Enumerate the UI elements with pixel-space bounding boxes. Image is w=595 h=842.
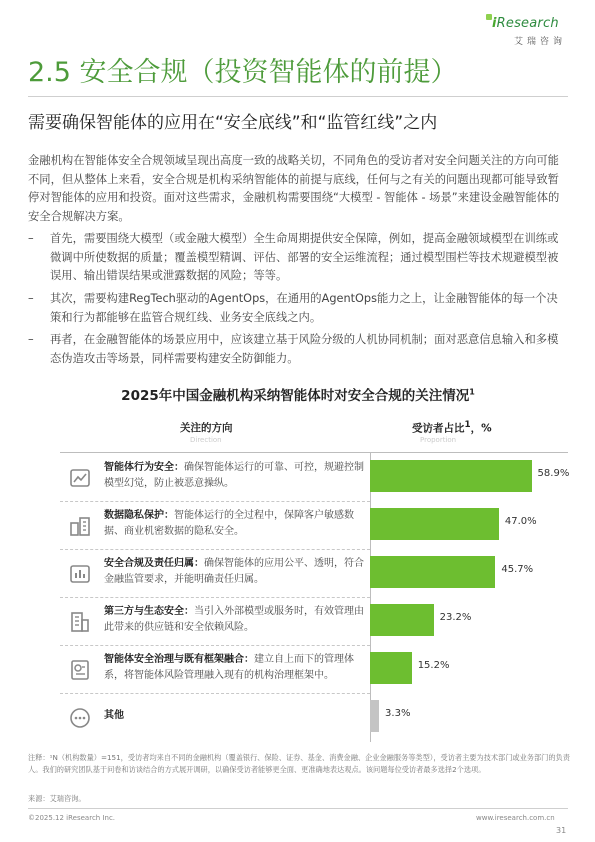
chart-row bbox=[60, 646, 568, 694]
chart-row bbox=[60, 694, 568, 742]
more-icon bbox=[68, 706, 92, 730]
chart-bar bbox=[370, 508, 499, 540]
intro-paragraph: 金融机构在智能体安全合规领域呈现出高度一致的战略关切，不同角色的受访者对安全问题关注的方向可能不同，但从整体上来看，安全合规是机构采纳智能体的前提与底线，任何与之有关的问题出现都可能导致暂停对智能体的应用和投资。面对这些需求，金融机构需要围绕“大模型 - 智能体 - 场景”来建设金融智能体的安全合规解决方案。 bbox=[28, 154, 560, 223]
bullet-item bbox=[28, 331, 568, 368]
chart-bar bbox=[370, 604, 434, 636]
iresearch-logo bbox=[478, 16, 578, 56]
header-share: 受访者占比$^1$，% bbox=[412, 420, 492, 435]
bar-value-label: 58.9% bbox=[537, 468, 570, 479]
row-description bbox=[104, 652, 366, 684]
bullet-text: 首先，需要围绕大模型（或金融大模型）全生命周期提供安全保障，例如，提高金融领域模型在训练或微调中所使数据的质量；覆盖模型精调、评估、部署的安全运维流程；通过模型围栏等技术规避模型被误用、输出错误结果或泄露数据的风险；等等。 bbox=[50, 232, 559, 283]
chart-row bbox=[60, 550, 568, 598]
chart-row bbox=[60, 598, 568, 646]
page-subtitle: 需要确保智能体的应用在“安全底线”和“监管红线”之内 bbox=[28, 113, 438, 133]
row-description bbox=[104, 604, 366, 636]
chart-bar bbox=[370, 460, 532, 492]
buildings-icon bbox=[68, 514, 92, 538]
row-detail: 建立自上而下的管理体系，将智能体风险管理融入现有的机构治理框架中。 bbox=[104, 654, 354, 681]
building-icon bbox=[68, 610, 92, 634]
header-share-en: Proportion bbox=[420, 436, 457, 444]
row-description bbox=[104, 508, 366, 540]
notes: 注释：¹N（机构数量）=151，受访者均来自不同的金融机构（覆盖银行、保险、证券、基金、消费金融、企业金融服务等类型），受访者主要为技术部门或业务部门的负责人。我们的研究团队基于问卷和访谈结合的方式展开调研，以确保受访者能够更全面、更准确地表达观点。该问题每位受访者最多选择2个选项。 bbox=[28, 753, 570, 774]
row-label: 安全合规及责任归属： bbox=[104, 558, 204, 569]
row-detail: 确保智能体的应用公平、透明，符合金融监管要求，并能明确责任归属。 bbox=[104, 558, 364, 585]
header-direction-en: Direction bbox=[190, 436, 222, 444]
page-title: 2.5 安全合规（投资智能体的前提） bbox=[28, 57, 458, 88]
chart-bar bbox=[370, 652, 412, 684]
bullet-dash: – bbox=[28, 292, 34, 305]
row-label: 数据隐私保护： bbox=[104, 510, 174, 521]
row-description bbox=[104, 556, 366, 588]
row-label: 智能体行为安全： bbox=[104, 462, 184, 473]
trend-chart-icon bbox=[68, 466, 92, 490]
bar-chart-icon bbox=[68, 562, 92, 586]
bullet-item bbox=[28, 230, 568, 286]
bar-value-label: 45.7% bbox=[501, 564, 534, 575]
bullet-dash: – bbox=[28, 333, 34, 346]
chart-row bbox=[60, 454, 568, 502]
chart-header-row bbox=[60, 412, 568, 453]
row-label: 其他 bbox=[104, 710, 124, 721]
row-detail: 智能体运行的全过程中，保障客户敏感数据、商业机密数据的隐私安全。 bbox=[104, 510, 354, 537]
bullet-dash: – bbox=[28, 232, 34, 245]
chart-bar bbox=[370, 700, 379, 732]
bar-value-label: 3.3% bbox=[385, 708, 411, 719]
row-detail: 确保智能体运行的可靠、可控，规避控制模型幻觉，防止被恶意操纵。 bbox=[104, 462, 364, 489]
chart-row bbox=[60, 502, 568, 550]
bullet-text: 其次，需要构建RegTech驱动的AgentOps，在通用的AgentOps能力之上，让金融智能体的每一个决策和行为都能够在监管合规红线、业务安全底线之内。 bbox=[50, 292, 558, 324]
website: www.iresearch.com.cn bbox=[476, 814, 555, 822]
bar-value-label: 47.0% bbox=[504, 516, 537, 527]
row-description bbox=[104, 708, 366, 724]
bullet-text: 再者，在金融智能体的场景应用中，应该建立基于风险分级的人机协同机制；面对恶意信息输入和多模态伪造攻击等场景，同样需要构建安全防御能力。 bbox=[50, 333, 559, 365]
bar-value-label: 15.2% bbox=[417, 660, 450, 671]
page-number: 31 bbox=[556, 826, 567, 835]
row-label: 第三方与生态安全： bbox=[104, 606, 194, 617]
copyright: ©2025.12 iResearch Inc. bbox=[28, 814, 116, 822]
report-icon bbox=[68, 658, 92, 682]
row-detail: 当引入外部模型或服务时，有效管理由此带来的供应链和安全依赖风险。 bbox=[104, 606, 364, 633]
header-direction: 关注的方向 bbox=[180, 422, 233, 434]
bullet-item bbox=[28, 290, 568, 327]
chart-title: 2025年中国金融机构采纳智能体时对安全合规的关注情况$^1$ bbox=[121, 387, 475, 404]
source: 来源：艾瑞咨询。 bbox=[28, 794, 86, 803]
logo-subtitle: 艾瑞咨询 bbox=[514, 37, 567, 47]
title-divider bbox=[28, 96, 568, 97]
footer-divider bbox=[28, 808, 568, 809]
row-description bbox=[104, 460, 366, 492]
bar-value-label: 23.2% bbox=[439, 612, 472, 623]
logo-brand: iResearch bbox=[492, 16, 559, 31]
chart-bar bbox=[370, 556, 495, 588]
row-label: 智能体安全治理与既有框架融合： bbox=[104, 654, 254, 665]
